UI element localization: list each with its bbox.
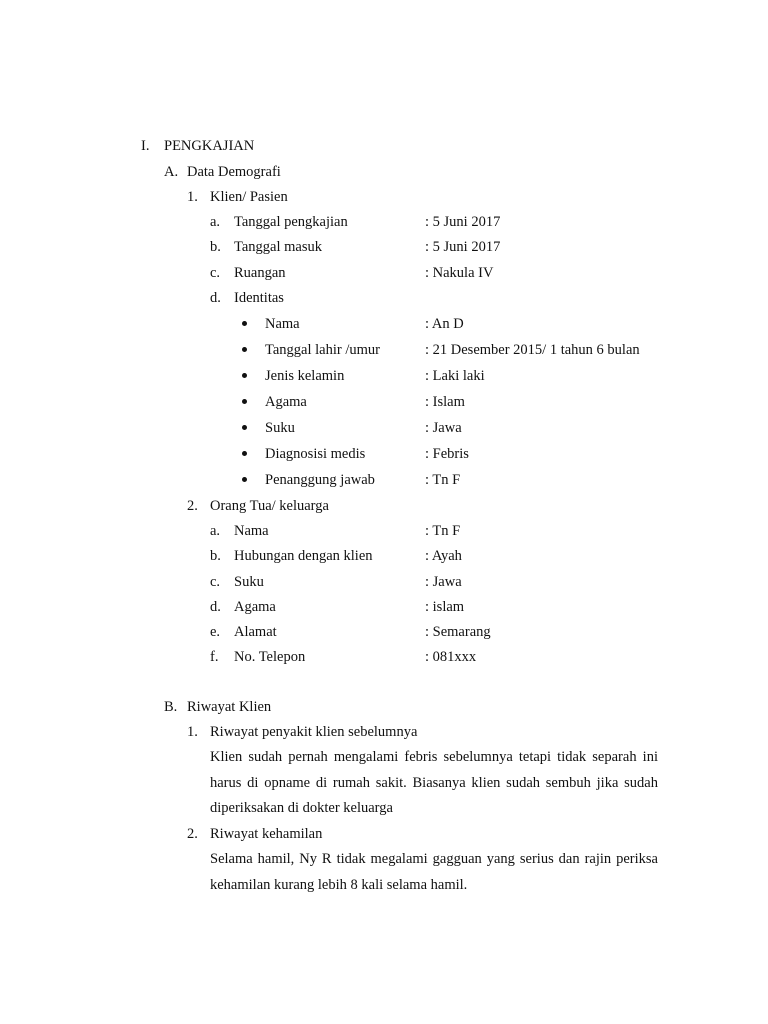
- list-marker: c.: [210, 574, 221, 590]
- field-value: : Semarang: [425, 624, 491, 640]
- field-label: Tanggal lahir /umur: [265, 342, 380, 358]
- riwayat-paragraph: Selama hamil, Ny R tidak megalami gagguan yang serius dan rajin periksa kehamilan kurang lebih 8 kali selama hamil.: [210, 851, 658, 893]
- field-label: Tanggal masuk: [234, 239, 322, 255]
- riwayat-number: 1.: [187, 724, 198, 740]
- field-label: Penanggung jawab: [265, 472, 375, 488]
- field-label: Identitas: [234, 290, 284, 306]
- field-label: Jenis kelamin: [265, 368, 345, 384]
- bullet-icon: [242, 425, 247, 430]
- section-b-letter: B.: [164, 699, 178, 715]
- riwayat-title: Riwayat penyakit klien sebelumnya: [210, 724, 418, 740]
- list-marker: a.: [210, 214, 221, 230]
- field-label: Nama: [234, 523, 269, 539]
- list-marker: e.: [210, 624, 221, 640]
- field-label: Nama: [265, 316, 300, 332]
- field-value: : islam: [425, 599, 465, 615]
- section-b-title: Riwayat Klien: [187, 699, 272, 715]
- field-value: : Ayah: [425, 548, 462, 564]
- field-value: : Nakula IV: [425, 265, 494, 281]
- field-value: : Tn F: [425, 523, 461, 539]
- list-marker: a.: [210, 523, 221, 539]
- section-a-title: Data Demografi: [187, 164, 281, 180]
- field-label: Ruangan: [234, 265, 286, 281]
- list-marker: b.: [210, 239, 221, 255]
- field-label: Alamat: [234, 624, 277, 640]
- bullet-icon: [242, 347, 247, 352]
- riwayat-number: 2.: [187, 826, 198, 842]
- section-a-letter: A.: [164, 164, 179, 180]
- field-value: : An D: [425, 316, 464, 332]
- bullet-icon: [242, 321, 247, 326]
- bullet-icon: [242, 373, 247, 378]
- field-label: Suku: [234, 574, 264, 590]
- field-value: : 5 Juni 2017: [425, 214, 501, 230]
- field-value: : Jawa: [425, 574, 462, 590]
- list-marker: b.: [210, 548, 221, 564]
- field-label: Tanggal pengkajian: [234, 214, 348, 230]
- heading-title: PENGKAJIAN: [164, 138, 255, 154]
- list-marker: d.: [210, 290, 221, 306]
- orang-tua-title: Orang Tua/ keluarga: [210, 498, 329, 514]
- field-label: Diagnosisi medis: [265, 446, 366, 462]
- field-value: : Febris: [425, 446, 469, 462]
- field-value: : Tn F: [425, 472, 461, 488]
- list-marker: c.: [210, 265, 221, 281]
- field-label: Agama: [234, 599, 276, 615]
- field-value: : 081xxx: [425, 649, 477, 665]
- field-label: Suku: [265, 420, 295, 436]
- field-label: No. Telepon: [234, 649, 306, 665]
- field-value: : Jawa: [425, 420, 462, 436]
- heading-number: I.: [141, 138, 150, 154]
- bullet-icon: [242, 399, 247, 404]
- field-label: Hubungan dengan klien: [234, 548, 373, 564]
- riwayat-title: Riwayat kehamilan: [210, 826, 323, 842]
- orang-tua-number: 2.: [187, 498, 198, 514]
- field-value: : 21 Desember 2015/ 1 tahun 6 bulan: [425, 342, 640, 358]
- bullet-icon: [242, 477, 247, 482]
- field-value: : Islam: [425, 394, 465, 410]
- field-label: Agama: [265, 394, 307, 410]
- list-marker: d.: [210, 599, 221, 615]
- field-value: : 5 Juni 2017: [425, 239, 501, 255]
- list-marker: f.: [210, 649, 219, 665]
- klien-number: 1.: [187, 189, 198, 205]
- bullet-icon: [242, 451, 247, 456]
- riwayat-paragraph: Klien sudah pernah mengalami febris sebelumnya tetapi tidak separah ini harus di opname di rumah sakit. Biasanya klien sudah sembuh jika sudah diperiksakan di dokter keluarga: [210, 749, 658, 816]
- field-value: : Laki laki: [425, 368, 485, 384]
- klien-title: Klien/ Pasien: [210, 189, 288, 205]
